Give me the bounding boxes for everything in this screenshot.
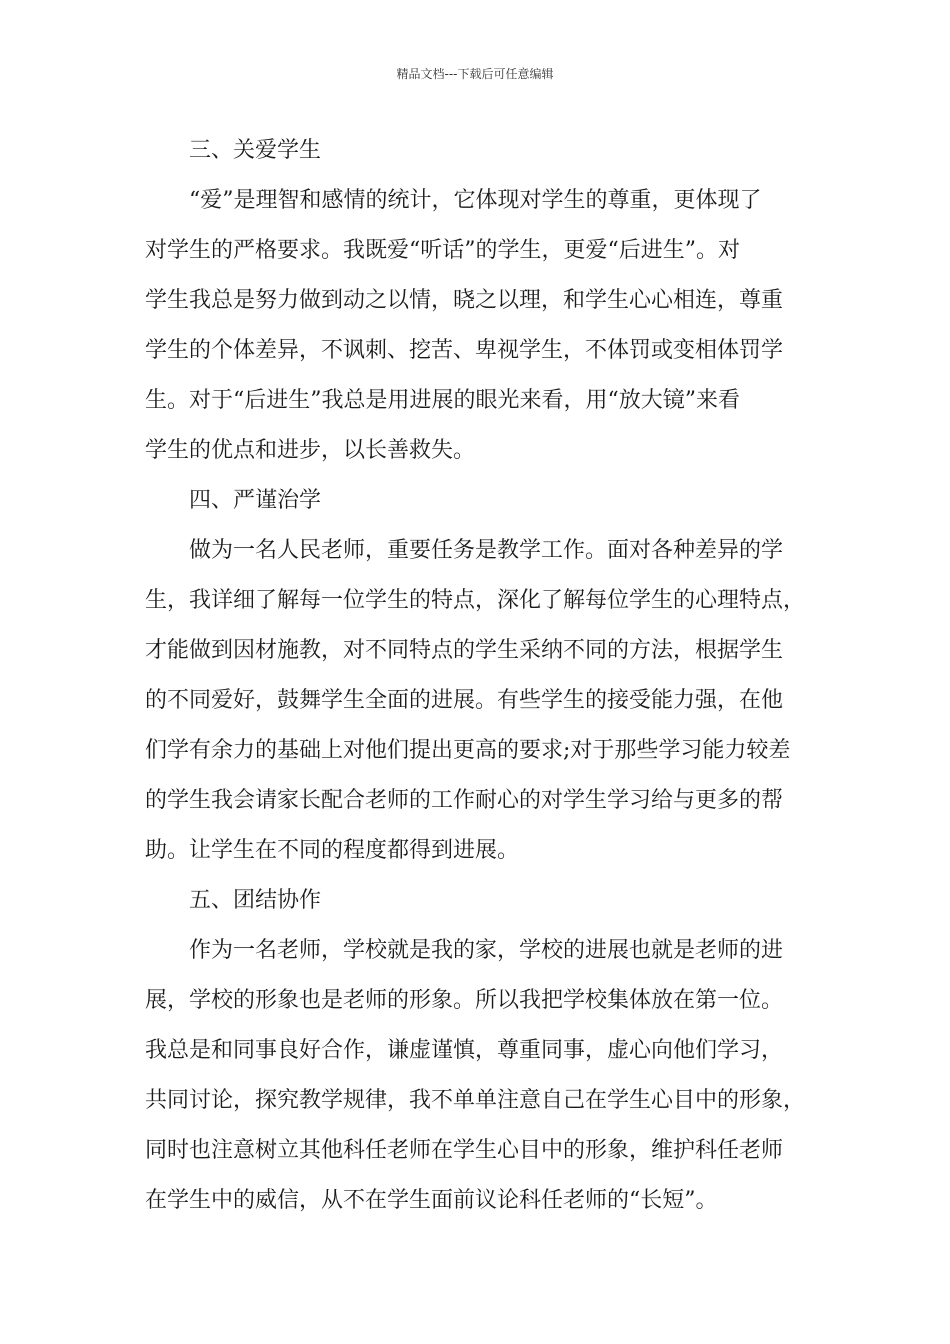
- paragraph-line: 做为一名人民老师，重要任务是教学工作。面对各种差异的学: [189, 538, 784, 563]
- paragraph-line: 学生的个体差异，不讽刺、挖苦、卑视学生，不体罚或变相体罚学: [145, 338, 784, 363]
- section-heading: 三、关爱学生: [189, 138, 322, 163]
- paragraph-line: 们学有余力的基础上对他们提出更高的要求;对于那些学习能力较差: [145, 738, 791, 763]
- paragraph-line: 生。对于“后进生”我总是用进展的眼光来看，用“放大镜”来看: [145, 388, 740, 413]
- paragraph-line: 我总是和同事良好合作，谦虚谨慎，尊重同事，虚心向他们学习，: [145, 1038, 784, 1063]
- paragraph-line: 作为一名老师，学校就是我的家，学校的进展也就是老师的进: [189, 938, 784, 963]
- paragraph-line: 生，我详细了解每一位学生的特点，深化了解每位学生的心理特点，: [145, 588, 806, 613]
- page-header: 精品文档---下载后可任意编辑: [396, 67, 554, 81]
- paragraph-line: 的不同爱好，鼓舞学生全面的进展。有些学生的接受能力强，在他: [145, 688, 784, 713]
- paragraph-line: 对学生的严格要求。我既爱“听话”的学生，更爱“后进生”。对: [145, 238, 740, 263]
- paragraph-line: 学生的优点和进步，以长善救失。: [145, 438, 476, 463]
- paragraph-line: 在学生中的威信，从不在学生面前议论科任老师的“长短”。: [145, 1188, 718, 1213]
- paragraph-line: 的学生我会请家长配合老师的工作耐心的对学生学习给与更多的帮: [145, 788, 784, 813]
- paragraph-line: “爱”是理智和感情的统计，它体现对学生的尊重，更体现了: [189, 188, 762, 213]
- paragraph-line: 助。让学生在不同的程度都得到进展。: [145, 838, 520, 863]
- paragraph-line: 展，学校的形象也是老师的形象。所以我把学校集体放在第一位。: [145, 988, 784, 1013]
- paragraph-line: 学生我总是努力做到动之以情，晓之以理，和学生心心相连，尊重: [145, 288, 784, 313]
- section-heading: 四、严谨治学: [189, 488, 322, 513]
- document-body: [145, 126, 810, 1226]
- paragraph-line: 才能做到因材施教，对不同特点的学生采纳不同的方法，根据学生: [145, 638, 784, 663]
- paragraph-line: 共同讨论，探究教学规律，我不单单注意自己在学生心目中的形象，: [145, 1088, 806, 1113]
- section-heading: 五、团结协作: [189, 888, 322, 913]
- paragraph-line: 同时也注意树立其他科任老师在学生心目中的形象，维护科任老师: [145, 1138, 784, 1163]
